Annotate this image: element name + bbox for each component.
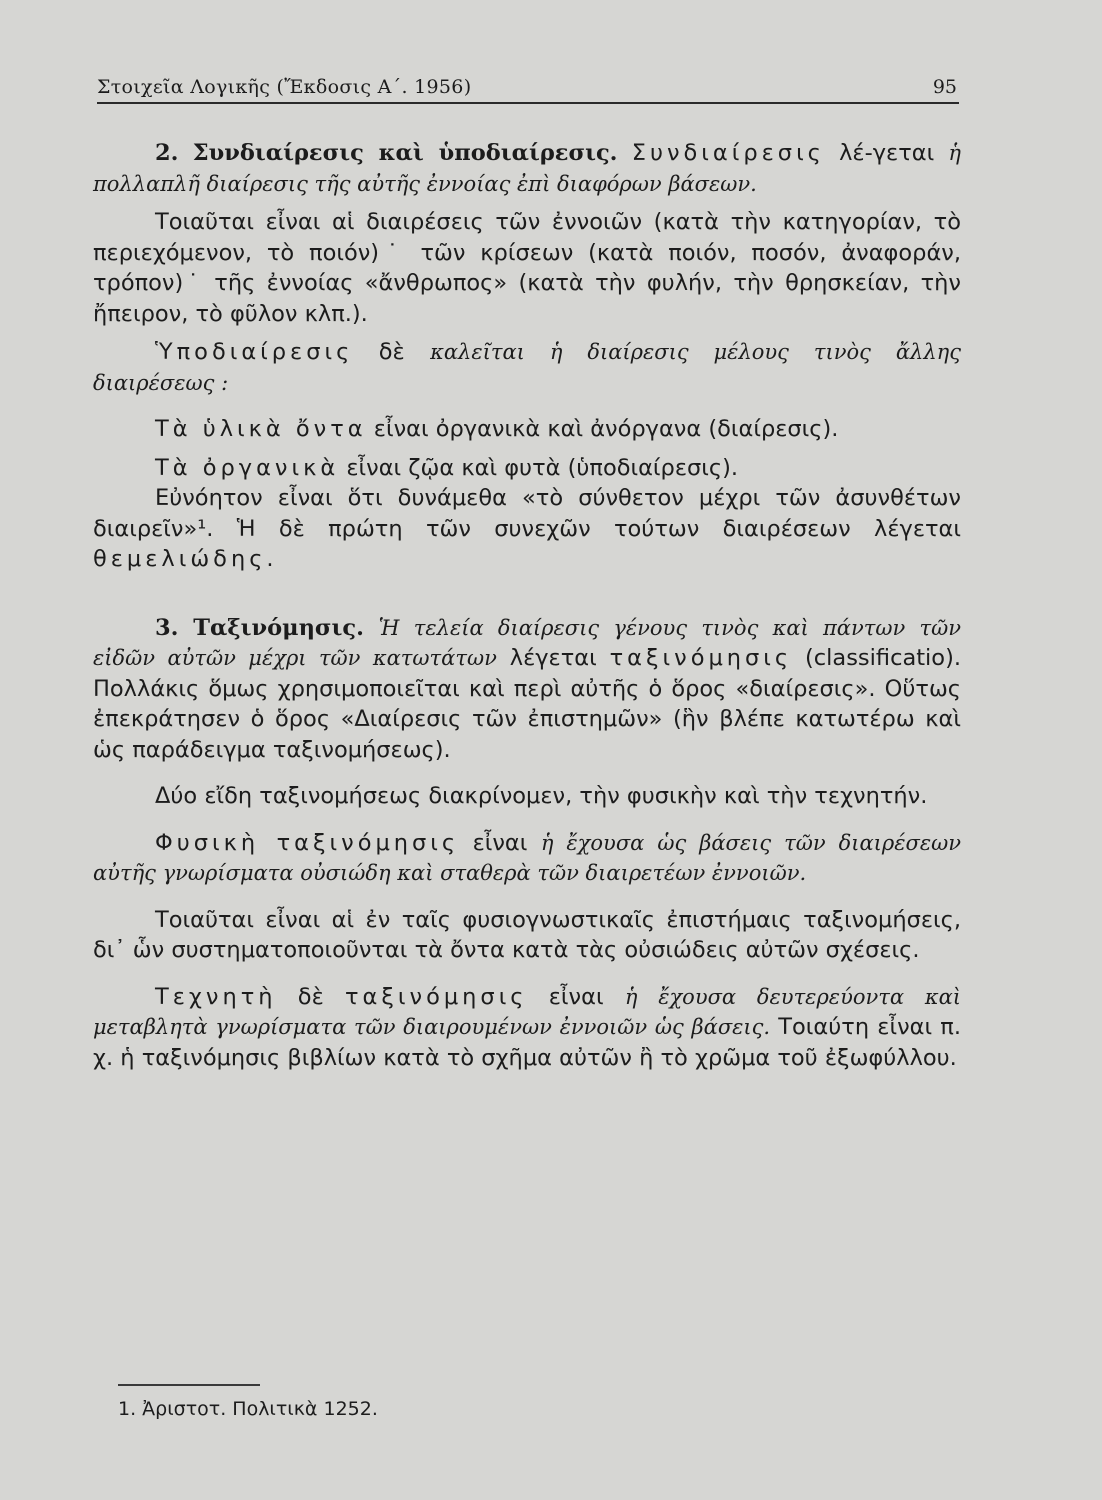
footnote-rule bbox=[118, 1384, 260, 1386]
term-physiki: Φυσικὴ ταξινόμησις bbox=[155, 829, 460, 856]
paragraph-hypodiairesis bbox=[93, 337, 961, 398]
text-fragment: λέγεται bbox=[496, 645, 610, 671]
paragraph-eunoeton bbox=[93, 483, 961, 575]
term-techniti: Τεχνητὴ bbox=[155, 983, 277, 1010]
example-1-spaced: Τὰ ὑλικὰ ὄντα bbox=[155, 416, 367, 442]
paragraph-duo: Δύο εἴδη ταξινομήσεως διακρίνομεν, τὴν φυσικὴν καὶ τὴν τεχνητήν. bbox=[155, 783, 928, 809]
term-hypodiairesis: Ὑποδιαίρεσις bbox=[155, 339, 354, 365]
text-fragment: γεται bbox=[872, 140, 949, 166]
paragraph-techniti bbox=[93, 982, 961, 1074]
page-number: 95 bbox=[932, 76, 957, 98]
section-2-number: 2. bbox=[155, 140, 179, 166]
section-2-heading: Συνδιαίρεσις καὶ ὑποδιαίρεσις. bbox=[192, 140, 618, 166]
footnote: 1. Ἀριστοτ. Πολιτικὰ 1252. bbox=[118, 1398, 378, 1420]
text-fragment: δὲ bbox=[276, 983, 345, 1010]
example-2-text: εἶναι ζῷα καὶ φυτὰ (ὑποδιαίρεσις). bbox=[339, 454, 738, 481]
section-3-heading: Ταξινόμησις. bbox=[193, 614, 364, 641]
paragraph-toiautai-2: Τοιαῦται εἶναι αἱ ἐν ταῖς φυσιογνωστικαῖς ἐπιστήμαις ταξινομήσεις, δι᾽ ὧν συστηματοποιοῦνται τὰ ὄντα κατὰ τὰς οὐσιώδεις αὐτῶν σχέσεις. bbox=[93, 906, 961, 963]
running-title: Στοιχεῖα Λογικῆς (Ἔκδοσις Α΄. 1956) bbox=[97, 76, 472, 98]
example-1-text: εἶναι ὀργανικὰ καὶ ἀνόργανα (διαίρεσις). bbox=[366, 416, 839, 442]
definition-physiki: ἡ ἔχουσα ὡς βάσεις τῶν διαιρέσεων αὐτῆς γνωρίσματα οὐσιώδη καὶ σταθερὰ τῶν διαιρετέων ἐννοιῶν. bbox=[93, 830, 961, 885]
section-3-number: 3. bbox=[155, 614, 179, 641]
definition-taxinomisis: Ἡ τελεία διαίρεσις γένους τινὸς καὶ πάντων τῶν εἰδῶν αὐτῶν μέχρι τῶν κατωτάτων bbox=[93, 615, 961, 670]
text-fragment: λέ- bbox=[824, 140, 873, 166]
text-fragment: εἶναι bbox=[527, 983, 625, 1010]
paragraph-toiautai: Τοιαῦται εἶναι αἱ διαιρέσεις τῶν ἐννοιῶν (κατὰ τὴν κατηγορίαν, τὸ περιεχόμενον, τὸ ποιόν)˙ τῶν κρίσεων (κατὰ ποιόν, ποσόν, ἀναφοράν, τρόπον)˙ τῆς ἐννοίας «ἄνθρωπος» (κατὰ τὴν φυλήν, τὴν θρησκείαν, τὴν ἤπειρον, τὸ φῦλον κλπ.). bbox=[93, 209, 961, 327]
example-1 bbox=[93, 414, 961, 445]
definition-techniti: ἡ ἔχουσα δευτερεύοντα καὶ μεταβλητὰ γνωρίσματα τῶν διαιρουμένων ἐννοιῶν ὡς βάσεις. bbox=[93, 984, 962, 1039]
main-text bbox=[93, 138, 961, 1073]
running-header bbox=[97, 70, 959, 104]
techniti-example: Τοιαύτη εἶναι π. χ. ἡ ταξινόμησις βιβλίων κατὰ τὸ σχῆμα αὐτῶν ἢ τὸ χρῶμα τοῦ ἐξωφύλλου. bbox=[93, 1014, 961, 1071]
definition-hypodiairesis: καλεῖται ἡ διαίρεσις μέλους τινὸς ἄλλης διαιρέσεως : bbox=[93, 340, 961, 395]
example-2-spaced: Τὰ ὀργανικὰ bbox=[155, 454, 340, 481]
text-fragment: εἶναι bbox=[459, 829, 541, 856]
term-syndiairesis: Συνδιαίρεσις bbox=[631, 140, 825, 166]
header-rule bbox=[97, 102, 959, 104]
definition-syndiairesis: ἡ πολλαπλῆ διαίρεσις τῆς αὐτῆς ἐννοίας ἐπὶ διαφόρων βάσεων. bbox=[93, 141, 962, 196]
term-taxinomisis-2: ταξινόμησις bbox=[344, 983, 528, 1010]
section-3-text: (classificatio). Πολλάκις ὅμως χρησιμοποιεῖται καὶ περὶ αὐτῆς ὁ ὅρος «διαίρεσις». Οὕτως ἐπεκράτησεν ὁ ὅρος «Διαίρεσις τῶν ἐπιστημῶν» (ἣν βλέπε κατωτέρω καὶ ὡς παράδειγμα ταξινομήσεως). bbox=[93, 645, 961, 763]
text-fragment: δὲ bbox=[353, 339, 431, 365]
section-2-paragraph bbox=[93, 138, 961, 199]
term-themeliodes: θεμελιώδης. bbox=[93, 546, 278, 572]
eunoeton-text: Εὐνόητον εἶναι ὅτι δυνάμεθα «τὸ σύνθετον μέχρι τῶν ἀσυνθέτων διαιρεῖν»¹. Ἡ δὲ πρώτη τῶν συνεχῶν τούτων διαιρέσεων λέγεται bbox=[93, 485, 961, 542]
paragraph-physiki bbox=[93, 828, 961, 889]
term-taxinomisis: ταξινόμησις bbox=[609, 645, 793, 671]
example-2 bbox=[93, 453, 961, 484]
section-3-paragraph bbox=[93, 613, 961, 766]
